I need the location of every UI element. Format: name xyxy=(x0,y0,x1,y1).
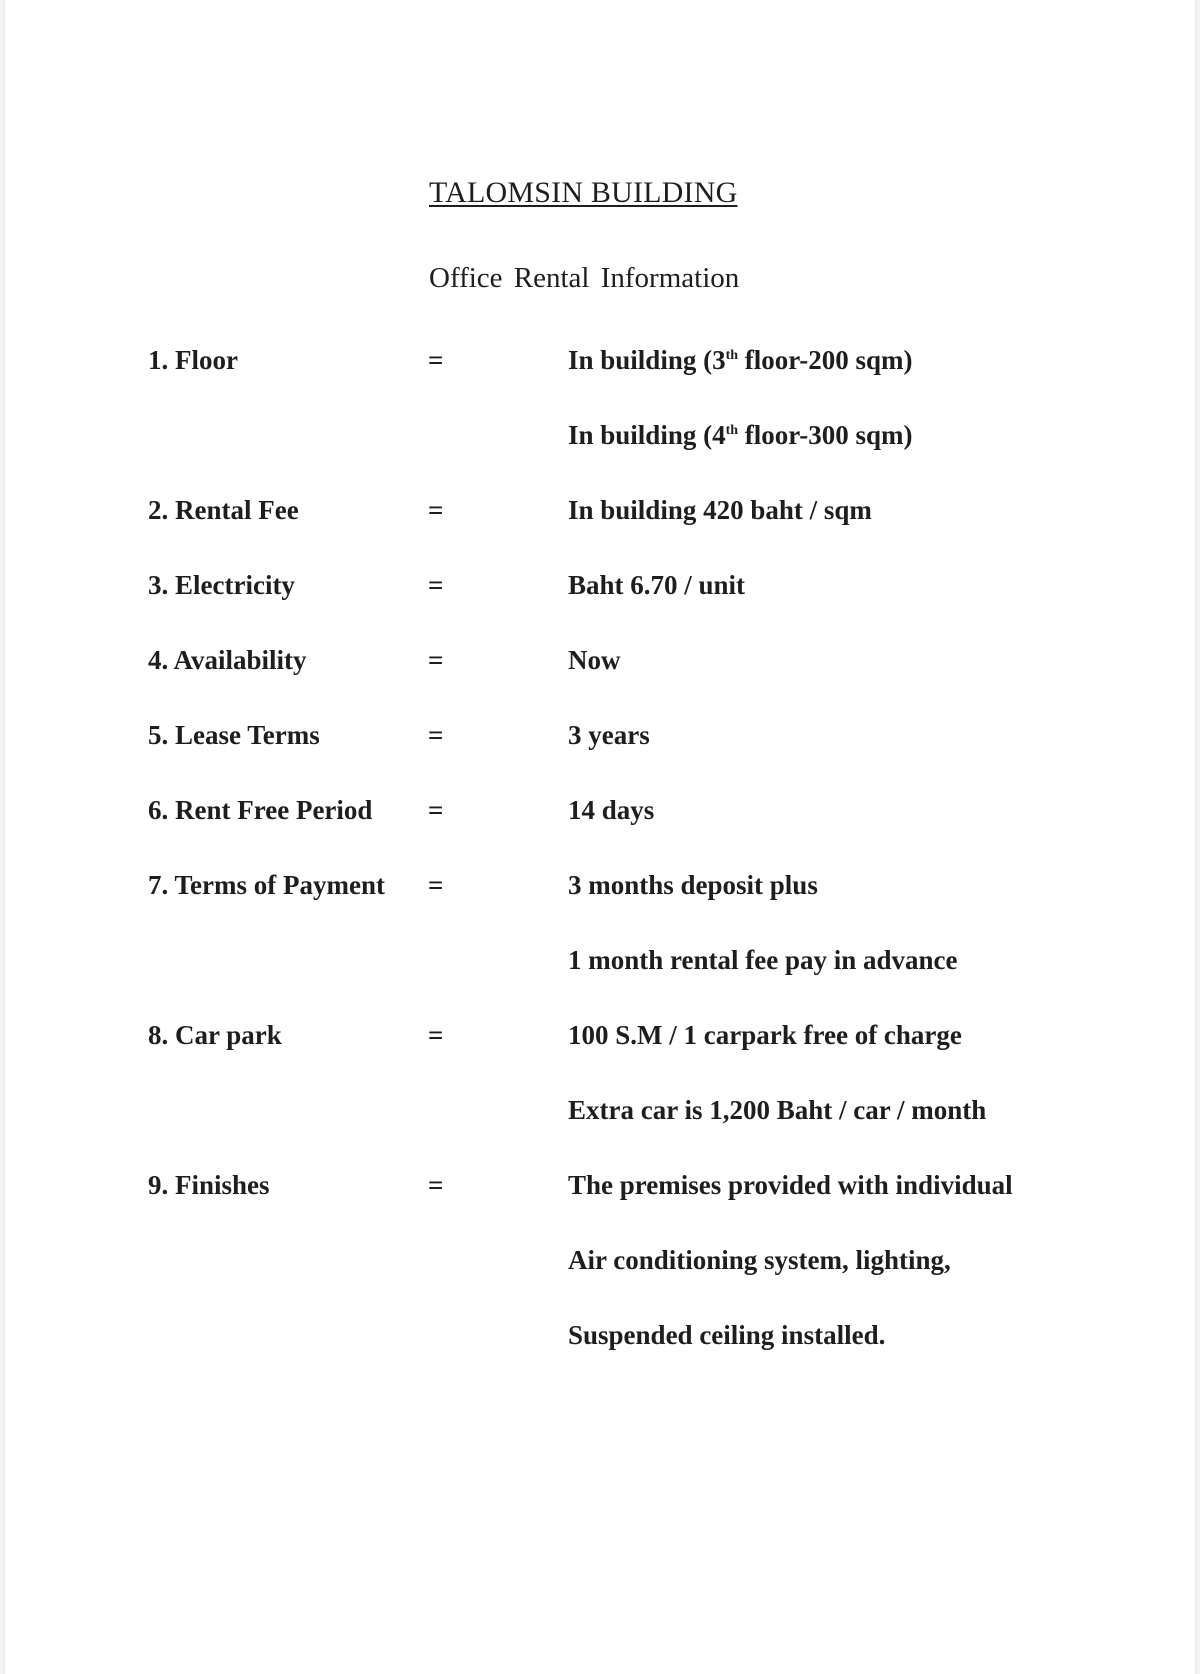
item-value-line: Now xyxy=(568,645,621,675)
item-equals-sign: = xyxy=(428,570,444,600)
item-value-line: Extra car is 1,200 Baht / car / month xyxy=(568,1095,987,1125)
ordinal-superscript: th xyxy=(725,423,739,438)
item-label: 9. Finishes xyxy=(148,1170,270,1200)
item-value-line: Baht 6.70 / unit xyxy=(568,570,746,600)
item-equals-sign: = xyxy=(428,1170,444,1200)
item-label: 4. Availability xyxy=(148,645,307,675)
item-value-line: 14 days xyxy=(568,795,655,825)
item-value-line: 3 years xyxy=(568,720,650,750)
item-equals-sign: = xyxy=(428,1020,444,1050)
item-equals-sign: = xyxy=(428,870,444,900)
item-label: 7. Terms of Payment xyxy=(148,870,385,900)
rental-info-list xyxy=(4,0,1196,1674)
item-value-line: 1 month rental fee pay in advance xyxy=(568,945,958,975)
item-value-line: Suspended ceiling installed. xyxy=(568,1320,886,1350)
document-page xyxy=(4,0,1196,1674)
item-label: 8. Car park xyxy=(148,1020,282,1050)
item-label: 6. Rent Free Period xyxy=(148,795,373,825)
item-value-line: In building 420 baht / sqm xyxy=(568,495,872,525)
item-value-line: 3 months deposit plus xyxy=(568,870,818,900)
item-value-line: The premises provided with individual xyxy=(568,1170,1013,1200)
item-equals-sign: = xyxy=(428,495,444,525)
item-value-line: In building (4th floor-300 sqm) xyxy=(568,420,913,450)
item-value-line: In building (3th floor-200 sqm) xyxy=(568,345,913,375)
item-equals-sign: = xyxy=(428,720,444,750)
item-equals-sign: = xyxy=(428,795,444,825)
document-title: TALOMSIN BUILDING xyxy=(429,176,738,209)
item-equals-sign: = xyxy=(428,345,444,375)
ordinal-superscript: th xyxy=(725,348,739,363)
item-label: 2. Rental Fee xyxy=(148,495,299,525)
item-label: 1. Floor xyxy=(148,345,238,375)
document-subtitle: Office Rental Information xyxy=(429,262,740,294)
item-label: 5. Lease Terms xyxy=(148,720,320,750)
item-label: 3. Electricity xyxy=(148,570,295,600)
item-value-line: Air conditioning system, lighting, xyxy=(568,1245,951,1275)
item-equals-sign: = xyxy=(428,645,444,675)
item-value-line: 100 S.M / 1 carpark free of charge xyxy=(568,1020,962,1050)
